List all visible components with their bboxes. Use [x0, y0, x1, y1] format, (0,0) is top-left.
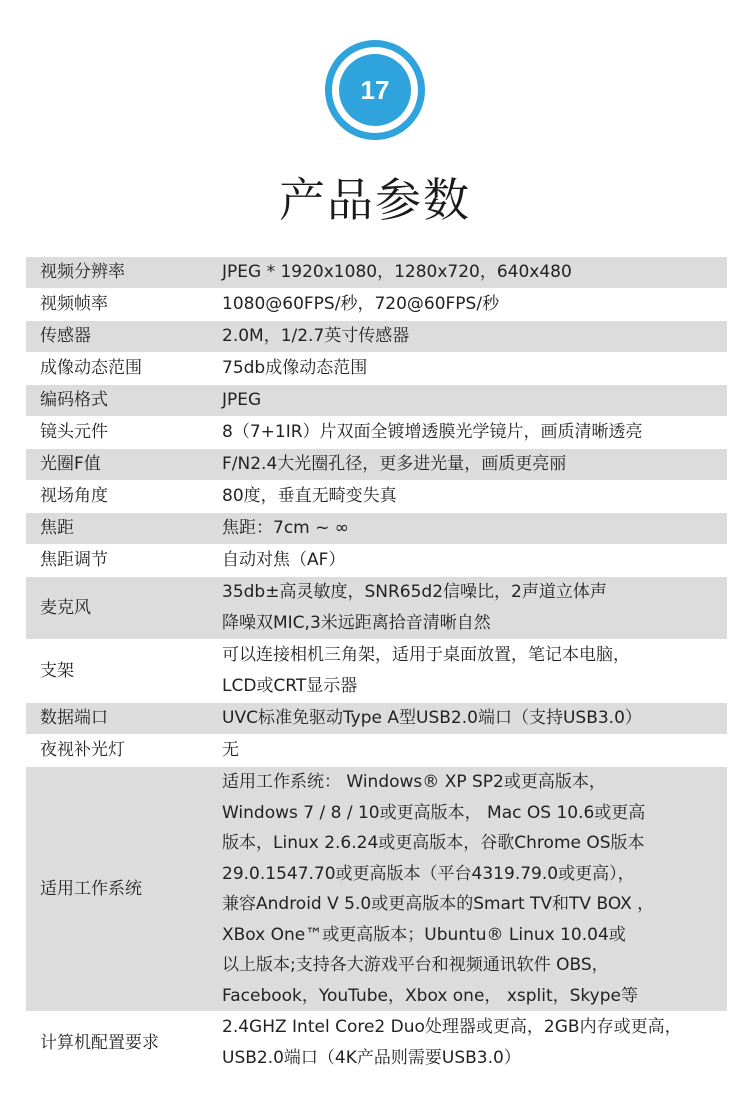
- spec-label: 编码格式: [40, 390, 108, 410]
- spec-value: [222, 735, 727, 766]
- page-title: 产品参数: [279, 173, 471, 227]
- spec-value-line: 1080@60FPS/秒，720@60FPS/秒: [222, 294, 500, 314]
- spec-value: [222, 577, 727, 639]
- spec-row-sensor: [26, 321, 727, 353]
- spec-label: 视频帧率: [40, 294, 108, 314]
- spec-value: [222, 385, 727, 416]
- spec-label: 支架: [40, 660, 74, 681]
- spec-label: 镜头元件: [40, 422, 108, 442]
- spec-label: 焦距调节: [40, 550, 108, 570]
- spec-value-line: 无: [222, 740, 239, 760]
- spec-row-dynamic-range: [26, 353, 727, 385]
- badge-number: 17: [339, 54, 411, 126]
- spec-value-line: 焦距：7cm ~ ∞: [222, 518, 349, 538]
- spec-row-frame-rate: [26, 289, 727, 321]
- spec-value-line: 35db±高灵敏度，SNR65d2信噪比，2声道立体声: [222, 582, 607, 602]
- spec-label: 夜视补光灯: [40, 740, 125, 760]
- spec-value: [222, 481, 727, 512]
- spec-value-line: 适用工作系统： Windows® XP SP2或更高版本，: [222, 772, 606, 792]
- spec-table: [26, 257, 727, 1075]
- spec-value-line: 2.4GHZ Intel Core2 Duo处理器或更高，2GB内存或更高，: [222, 1017, 682, 1037]
- spec-value-line: 2.0M，1/2.7英寸传感器: [222, 326, 410, 346]
- spec-row-stand: [26, 640, 727, 703]
- spec-label: 视频分辨率: [40, 262, 125, 282]
- spec-value-line: XBox One™或更高版本；Ubuntu® Linux 10.04或: [222, 924, 626, 945]
- spec-row-encoding-format: [26, 385, 727, 417]
- spec-value: [222, 289, 727, 320]
- spec-row-video-resolution: [26, 257, 727, 289]
- spec-value: [222, 1012, 727, 1074]
- spec-label: 光圈F值: [40, 454, 101, 474]
- spec-label: 传感器: [40, 326, 91, 346]
- spec-row-system-requirements: [26, 1012, 727, 1075]
- spec-value: [222, 417, 727, 448]
- spec-value-line: JPEG: [222, 390, 262, 410]
- spec-value: [222, 257, 727, 288]
- spec-label: 计算机配置要求: [40, 1032, 159, 1053]
- spec-value: [222, 767, 727, 1011]
- spec-value-line: LCD或CRT显示器: [222, 676, 358, 696]
- spec-value: [222, 513, 727, 544]
- spec-value-line: 以上版本;支持各大游戏平台和视频通讯软件 OBS，: [222, 955, 609, 975]
- spec-value: [222, 703, 727, 734]
- spec-row-focus-adjust: [26, 545, 727, 577]
- spec-value-line: 版本，Linux 2.6.24或更高版本，谷歌Chrome OS版本: [222, 833, 645, 853]
- spec-value-line: 降噪双MIC,3米远距离拾音清晰自然: [222, 613, 491, 633]
- spec-label: 焦距: [40, 518, 74, 538]
- spec-value-line: 兼容Android V 5.0或更高版本的Smart TV和TV BOX ，: [222, 894, 655, 914]
- spec-value: [222, 640, 727, 702]
- spec-row-lens-elements: [26, 417, 727, 449]
- spec-value-line: 75db成像动态范围: [222, 358, 368, 378]
- spec-label: 成像动态范围: [40, 358, 142, 378]
- spec-value-line: 29.0.1547.70或更高版本（平台4319.79.0或更高），: [222, 863, 635, 884]
- spec-row-data-port: [26, 703, 727, 735]
- spec-value: [222, 449, 727, 480]
- spec-row-field-of-view: [26, 481, 727, 513]
- spec-label: 麦克风: [40, 597, 91, 618]
- spec-value-line: F/N2.4大光圈孔径，更多进光量，画质更亮丽: [222, 454, 567, 474]
- spec-value-line: JPEG * 1920x1080，1280x720，640x480: [222, 262, 572, 282]
- spec-value-line: Windows 7 / 8 / 10或更高版本， Mac OS 10.6或更高: [222, 802, 646, 823]
- spec-value-line: 8（7+1IR）片双面全镀增透膜光学镜片，画质清晰透亮: [222, 422, 643, 442]
- spec-value-line: UVC标准免驱动Type A型USB2.0端口（支持USB3.0）: [222, 708, 642, 728]
- spec-row-supported-os: [26, 767, 727, 1012]
- spec-value-line: 自动对焦（AF）: [222, 550, 346, 570]
- spec-value: [222, 321, 727, 352]
- spec-label: 适用工作系统: [40, 878, 142, 899]
- spec-value-line: 可以连接相机三角架，适用于桌面放置，笔记本电脑，: [222, 645, 630, 665]
- spec-row-night-light: [26, 735, 727, 767]
- spec-row-focal-length: [26, 513, 727, 545]
- spec-row-microphone: [26, 577, 727, 640]
- spec-label: 视场角度: [40, 486, 108, 506]
- spec-value: [222, 545, 727, 576]
- spec-value: [222, 353, 727, 384]
- section-number-badge: [325, 40, 425, 140]
- spec-value-line: Facebook，YouTube，Xbox one， xsplit，Skype等: [222, 985, 638, 1006]
- spec-label: 数据端口: [40, 708, 108, 728]
- spec-value-line: USB2.0端口（4K产品则需要USB3.0）: [222, 1048, 521, 1068]
- spec-value-line: 80度，垂直无畸变失真: [222, 486, 397, 506]
- spec-row-aperture: [26, 449, 727, 481]
